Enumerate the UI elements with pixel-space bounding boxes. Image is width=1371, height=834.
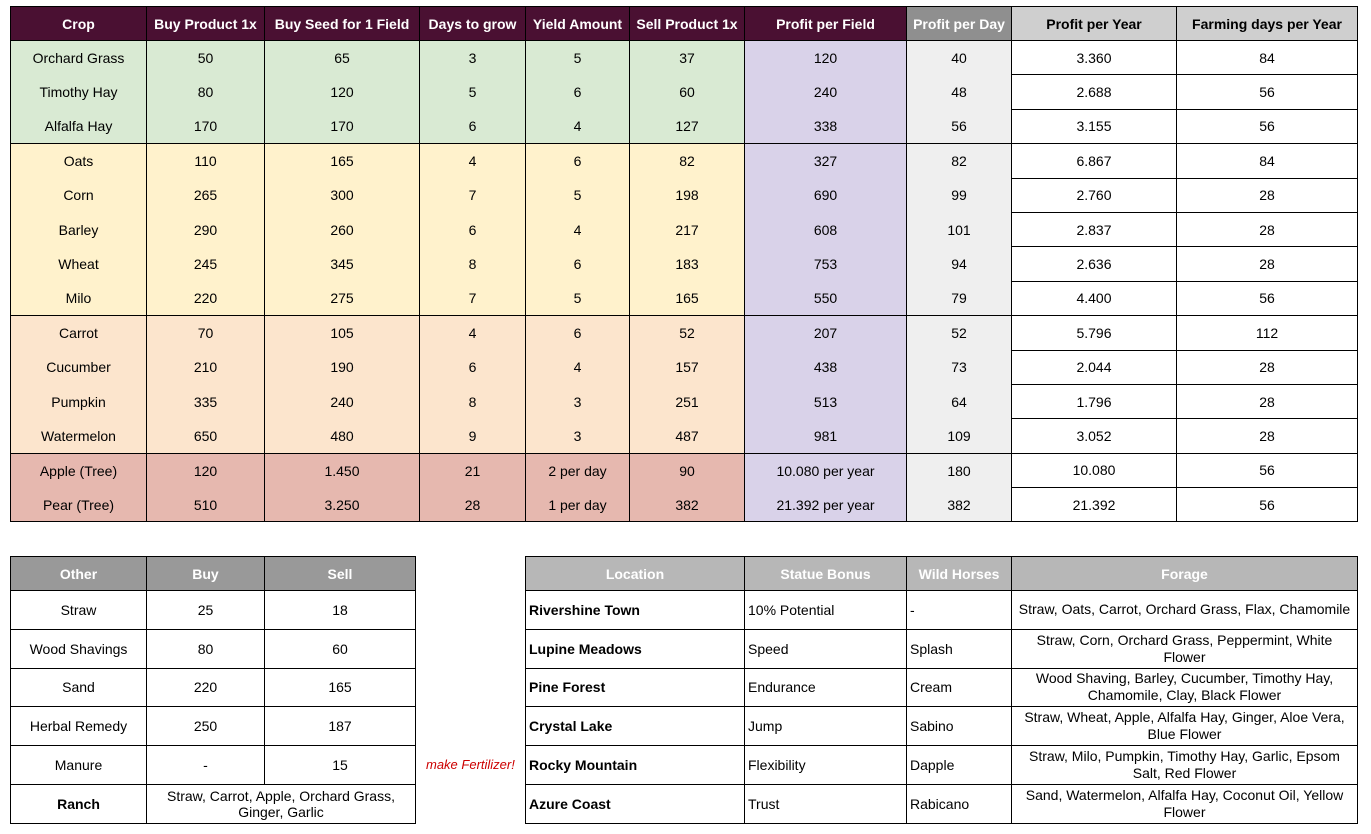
farming-days: 56 — [1177, 281, 1358, 315]
header-crop: Crop — [11, 7, 147, 41]
profit-per-day: 94 — [907, 247, 1012, 281]
profit-per-year: 2.688 — [1012, 75, 1177, 109]
profit-per-field: 513 — [745, 384, 907, 418]
crop-name: Apple (Tree) — [11, 453, 147, 487]
days-to-grow: 3 — [420, 41, 526, 75]
yield-amount: 6 — [526, 144, 630, 178]
sell-product: 37 — [630, 41, 745, 75]
profit-per-field: 690 — [745, 178, 907, 212]
table-row — [11, 591, 416, 630]
profit-per-field: 438 — [745, 350, 907, 384]
sell-product: 382 — [630, 488, 745, 522]
table-row — [11, 350, 1358, 384]
profit-per-day: 382 — [907, 488, 1012, 522]
table-row — [526, 629, 1358, 668]
location-table — [525, 556, 1358, 824]
item-name: Straw — [11, 591, 147, 630]
crop-name: Pumpkin — [11, 384, 147, 418]
sell-product: 82 — [630, 144, 745, 178]
item-name: Herbal Remedy — [11, 707, 147, 746]
profit-per-day: 109 — [907, 419, 1012, 453]
header-buy: Buy — [147, 557, 265, 591]
table-row — [526, 707, 1358, 746]
profit-per-day: 180 — [907, 453, 1012, 487]
buy-product: 510 — [147, 488, 265, 522]
table-row — [11, 707, 416, 746]
wild-horse: Sabino — [907, 707, 1012, 746]
farming-days: 84 — [1177, 144, 1358, 178]
days-to-grow: 21 — [420, 453, 526, 487]
yield-amount: 2 per day — [526, 453, 630, 487]
buy-product: 50 — [147, 41, 265, 75]
sell-product: 487 — [630, 419, 745, 453]
days-to-grow: 6 — [420, 212, 526, 246]
profit-per-field: 21.392 per year — [745, 488, 907, 522]
table-row — [11, 109, 1358, 143]
forage-list: Straw, Oats, Carrot, Orchard Grass, Flax, Chamomile — [1012, 591, 1358, 630]
item-sell: 187 — [265, 707, 416, 746]
profit-per-year: 3.052 — [1012, 419, 1177, 453]
profit-per-year: 2.760 — [1012, 178, 1177, 212]
crop-name: Oats — [11, 144, 147, 178]
table-row — [526, 784, 1358, 823]
farming-days: 28 — [1177, 384, 1358, 418]
table-row — [11, 41, 1358, 75]
table-row — [11, 247, 1358, 281]
wild-horse: Dapple — [907, 746, 1012, 785]
header-sell-product: Sell Product 1x — [630, 7, 745, 41]
buy-product: 80 — [147, 75, 265, 109]
buy-product: 220 — [147, 281, 265, 315]
header-profit-per-field: Profit per Field — [745, 7, 907, 41]
profit-per-field: 207 — [745, 316, 907, 350]
buy-product: 110 — [147, 144, 265, 178]
table-row — [11, 281, 1358, 315]
forage-list: Straw, Milo, Pumpkin, Timothy Hay, Garlic, Epsom Salt, Red Flower — [1012, 746, 1358, 785]
farming-days: 56 — [1177, 488, 1358, 522]
sell-product: 165 — [630, 281, 745, 315]
table-row — [11, 419, 1358, 453]
profit-per-year: 3.155 — [1012, 109, 1177, 143]
header-location: Location — [526, 557, 745, 591]
table-row — [11, 316, 1358, 350]
profit-per-day: 52 — [907, 316, 1012, 350]
location-header-row — [526, 557, 1358, 591]
header-farming-days: Farming days per Year — [1177, 7, 1358, 41]
yield-amount: 6 — [526, 316, 630, 350]
crop-name: Timothy Hay — [11, 75, 147, 109]
buy-seed: 190 — [265, 350, 420, 384]
header-buy-product: Buy Product 1x — [147, 7, 265, 41]
profit-per-year: 5.796 — [1012, 316, 1177, 350]
days-to-grow: 4 — [420, 316, 526, 350]
header-forage: Forage — [1012, 557, 1358, 591]
yield-amount: 4 — [526, 350, 630, 384]
days-to-grow: 8 — [420, 384, 526, 418]
profit-per-field: 753 — [745, 247, 907, 281]
sell-product: 90 — [630, 453, 745, 487]
statue-bonus: Speed — [745, 629, 907, 668]
item-buy: 250 — [147, 707, 265, 746]
yield-amount: 5 — [526, 178, 630, 212]
location-name: Azure Coast — [526, 784, 745, 823]
buy-product: 170 — [147, 109, 265, 143]
table-row — [11, 668, 416, 707]
crop-name: Milo — [11, 281, 147, 315]
crop-header-row — [11, 7, 1358, 41]
sell-product: 60 — [630, 75, 745, 109]
buy-seed: 65 — [265, 41, 420, 75]
profit-per-field: 240 — [745, 75, 907, 109]
profit-per-day: 99 — [907, 178, 1012, 212]
wild-horse: Cream — [907, 668, 1012, 707]
buy-product: 335 — [147, 384, 265, 418]
profit-per-day: 56 — [907, 109, 1012, 143]
profit-per-year: 4.400 — [1012, 281, 1177, 315]
item-name: Sand — [11, 668, 147, 707]
buy-seed: 345 — [265, 247, 420, 281]
profit-per-year: 6.867 — [1012, 144, 1177, 178]
profit-per-day: 40 — [907, 41, 1012, 75]
header-yield-amount: Yield Amount — [526, 7, 630, 41]
buy-seed: 480 — [265, 419, 420, 453]
buy-product: 210 — [147, 350, 265, 384]
buy-seed: 120 — [265, 75, 420, 109]
profit-per-year: 2.837 — [1012, 212, 1177, 246]
buy-seed: 105 — [265, 316, 420, 350]
profit-per-day: 101 — [907, 212, 1012, 246]
yield-amount: 4 — [526, 212, 630, 246]
fertilizer-note: make Fertilizer! — [426, 757, 515, 772]
table-row — [11, 75, 1358, 109]
buy-product: 70 — [147, 316, 265, 350]
item-name: Manure — [11, 746, 147, 785]
profit-per-year: 2.044 — [1012, 350, 1177, 384]
yield-amount: 4 — [526, 109, 630, 143]
other-header-row — [11, 557, 416, 591]
crop-name: Wheat — [11, 247, 147, 281]
buy-seed: 240 — [265, 384, 420, 418]
days-to-grow: 8 — [420, 247, 526, 281]
item-buy: 220 — [147, 668, 265, 707]
profit-per-year: 21.392 — [1012, 488, 1177, 522]
table-row — [11, 453, 1358, 487]
profit-per-year: 2.636 — [1012, 247, 1177, 281]
header-buy-seed: Buy Seed for 1 Field — [265, 7, 420, 41]
buy-seed: 275 — [265, 281, 420, 315]
buy-seed: 165 — [265, 144, 420, 178]
buy-product: 650 — [147, 419, 265, 453]
profit-per-day: 82 — [907, 144, 1012, 178]
ranch-label: Ranch — [11, 784, 147, 823]
table-row — [526, 668, 1358, 707]
table-row — [11, 746, 416, 785]
item-sell: 165 — [265, 668, 416, 707]
farming-days: 56 — [1177, 453, 1358, 487]
profit-per-field: 608 — [745, 212, 907, 246]
table-row — [526, 746, 1358, 785]
profit-per-day: 73 — [907, 350, 1012, 384]
sell-product: 217 — [630, 212, 745, 246]
statue-bonus: Jump — [745, 707, 907, 746]
yield-amount: 5 — [526, 41, 630, 75]
yield-amount: 6 — [526, 75, 630, 109]
profit-per-field: 327 — [745, 144, 907, 178]
crop-name: Orchard Grass — [11, 41, 147, 75]
crop-name: Cucumber — [11, 350, 147, 384]
sell-product: 127 — [630, 109, 745, 143]
profit-per-year: 10.080 — [1012, 453, 1177, 487]
table-row — [11, 488, 1358, 522]
wild-horse: - — [907, 591, 1012, 630]
location-name: Pine Forest — [526, 668, 745, 707]
crop-name: Watermelon — [11, 419, 147, 453]
yield-amount: 5 — [526, 281, 630, 315]
wild-horse: Splash — [907, 629, 1012, 668]
profit-per-field: 981 — [745, 419, 907, 453]
statue-bonus: Flexibility — [745, 746, 907, 785]
profit-per-day: 79 — [907, 281, 1012, 315]
item-sell: 18 — [265, 591, 416, 630]
header-wild-horses: Wild Horses — [907, 557, 1012, 591]
location-name: Rivershine Town — [526, 591, 745, 630]
sell-product: 251 — [630, 384, 745, 418]
buy-product: 120 — [147, 453, 265, 487]
crop-name: Pear (Tree) — [11, 488, 147, 522]
location-name: Lupine Meadows — [526, 629, 745, 668]
forage-list: Wood Shaving, Barley, Cucumber, Timothy Hay, Chamomile, Clay, Black Flower — [1012, 668, 1358, 707]
days-to-grow: 7 — [420, 281, 526, 315]
days-to-grow: 6 — [420, 350, 526, 384]
farming-days: 28 — [1177, 212, 1358, 246]
statue-bonus: Trust — [745, 784, 907, 823]
other-items-table — [10, 556, 416, 824]
profit-per-field: 10.080 per year — [745, 453, 907, 487]
profit-per-day: 64 — [907, 384, 1012, 418]
sell-product: 198 — [630, 178, 745, 212]
header-days-to-grow: Days to grow — [420, 7, 526, 41]
forage-list: Straw, Corn, Orchard Grass, Peppermint, White Flower — [1012, 629, 1358, 668]
crop-name: Carrot — [11, 316, 147, 350]
forage-list: Straw, Wheat, Apple, Alfalfa Hay, Ginger, Aloe Vera, Blue Flower — [1012, 707, 1358, 746]
buy-product: 245 — [147, 247, 265, 281]
table-row — [11, 384, 1358, 418]
sell-product: 157 — [630, 350, 745, 384]
profit-per-year: 1.796 — [1012, 384, 1177, 418]
farming-days: 112 — [1177, 316, 1358, 350]
item-sell: 60 — [265, 629, 416, 668]
farming-days: 56 — [1177, 75, 1358, 109]
ranch-value: Straw, Carrot, Apple, Orchard Grass, Ginger, Garlic — [147, 784, 416, 823]
item-buy: 80 — [147, 629, 265, 668]
header-profit-per-year: Profit per Year — [1012, 7, 1177, 41]
buy-seed: 1.450 — [265, 453, 420, 487]
table-row — [526, 591, 1358, 630]
location-name: Rocky Mountain — [526, 746, 745, 785]
farming-days: 28 — [1177, 247, 1358, 281]
farming-days: 28 — [1177, 178, 1358, 212]
buy-product: 290 — [147, 212, 265, 246]
buy-seed: 260 — [265, 212, 420, 246]
buy-seed: 300 — [265, 178, 420, 212]
sell-product: 52 — [630, 316, 745, 350]
yield-amount: 6 — [526, 247, 630, 281]
crop-table — [10, 6, 1358, 522]
item-sell: 15 — [265, 746, 416, 785]
location-name: Crystal Lake — [526, 707, 745, 746]
profit-per-day: 48 — [907, 75, 1012, 109]
table-row — [11, 144, 1358, 178]
days-to-grow: 28 — [420, 488, 526, 522]
header-other: Other — [11, 557, 147, 591]
table-row — [11, 629, 416, 668]
farming-days: 56 — [1177, 109, 1358, 143]
yield-amount: 1 per day — [526, 488, 630, 522]
table-row — [11, 178, 1358, 212]
buy-product: 265 — [147, 178, 265, 212]
days-to-grow: 4 — [420, 144, 526, 178]
profit-per-year: 3.360 — [1012, 41, 1177, 75]
profit-per-field: 120 — [745, 41, 907, 75]
item-buy: - — [147, 746, 265, 785]
days-to-grow: 6 — [420, 109, 526, 143]
days-to-grow: 5 — [420, 75, 526, 109]
farming-days: 28 — [1177, 350, 1358, 384]
ranch-row — [11, 784, 416, 823]
crop-name: Barley — [11, 212, 147, 246]
farming-days: 28 — [1177, 419, 1358, 453]
header-sell: Sell — [265, 557, 416, 591]
crop-name: Alfalfa Hay — [11, 109, 147, 143]
buy-seed: 3.250 — [265, 488, 420, 522]
days-to-grow: 9 — [420, 419, 526, 453]
item-buy: 25 — [147, 591, 265, 630]
table-row — [11, 212, 1358, 246]
crop-name: Corn — [11, 178, 147, 212]
statue-bonus: 10% Potential — [745, 591, 907, 630]
yield-amount: 3 — [526, 384, 630, 418]
forage-list: Sand, Watermelon, Alfalfa Hay, Coconut Oil, Yellow Flower — [1012, 784, 1358, 823]
item-name: Wood Shavings — [11, 629, 147, 668]
farming-days: 84 — [1177, 41, 1358, 75]
days-to-grow: 7 — [420, 178, 526, 212]
header-statue-bonus: Statue Bonus — [745, 557, 907, 591]
buy-seed: 170 — [265, 109, 420, 143]
header-profit-per-day: Profit per Day — [907, 7, 1012, 41]
profit-per-field: 338 — [745, 109, 907, 143]
yield-amount: 3 — [526, 419, 630, 453]
sell-product: 183 — [630, 247, 745, 281]
statue-bonus: Endurance — [745, 668, 907, 707]
wild-horse: Rabicano — [907, 784, 1012, 823]
profit-per-field: 550 — [745, 281, 907, 315]
